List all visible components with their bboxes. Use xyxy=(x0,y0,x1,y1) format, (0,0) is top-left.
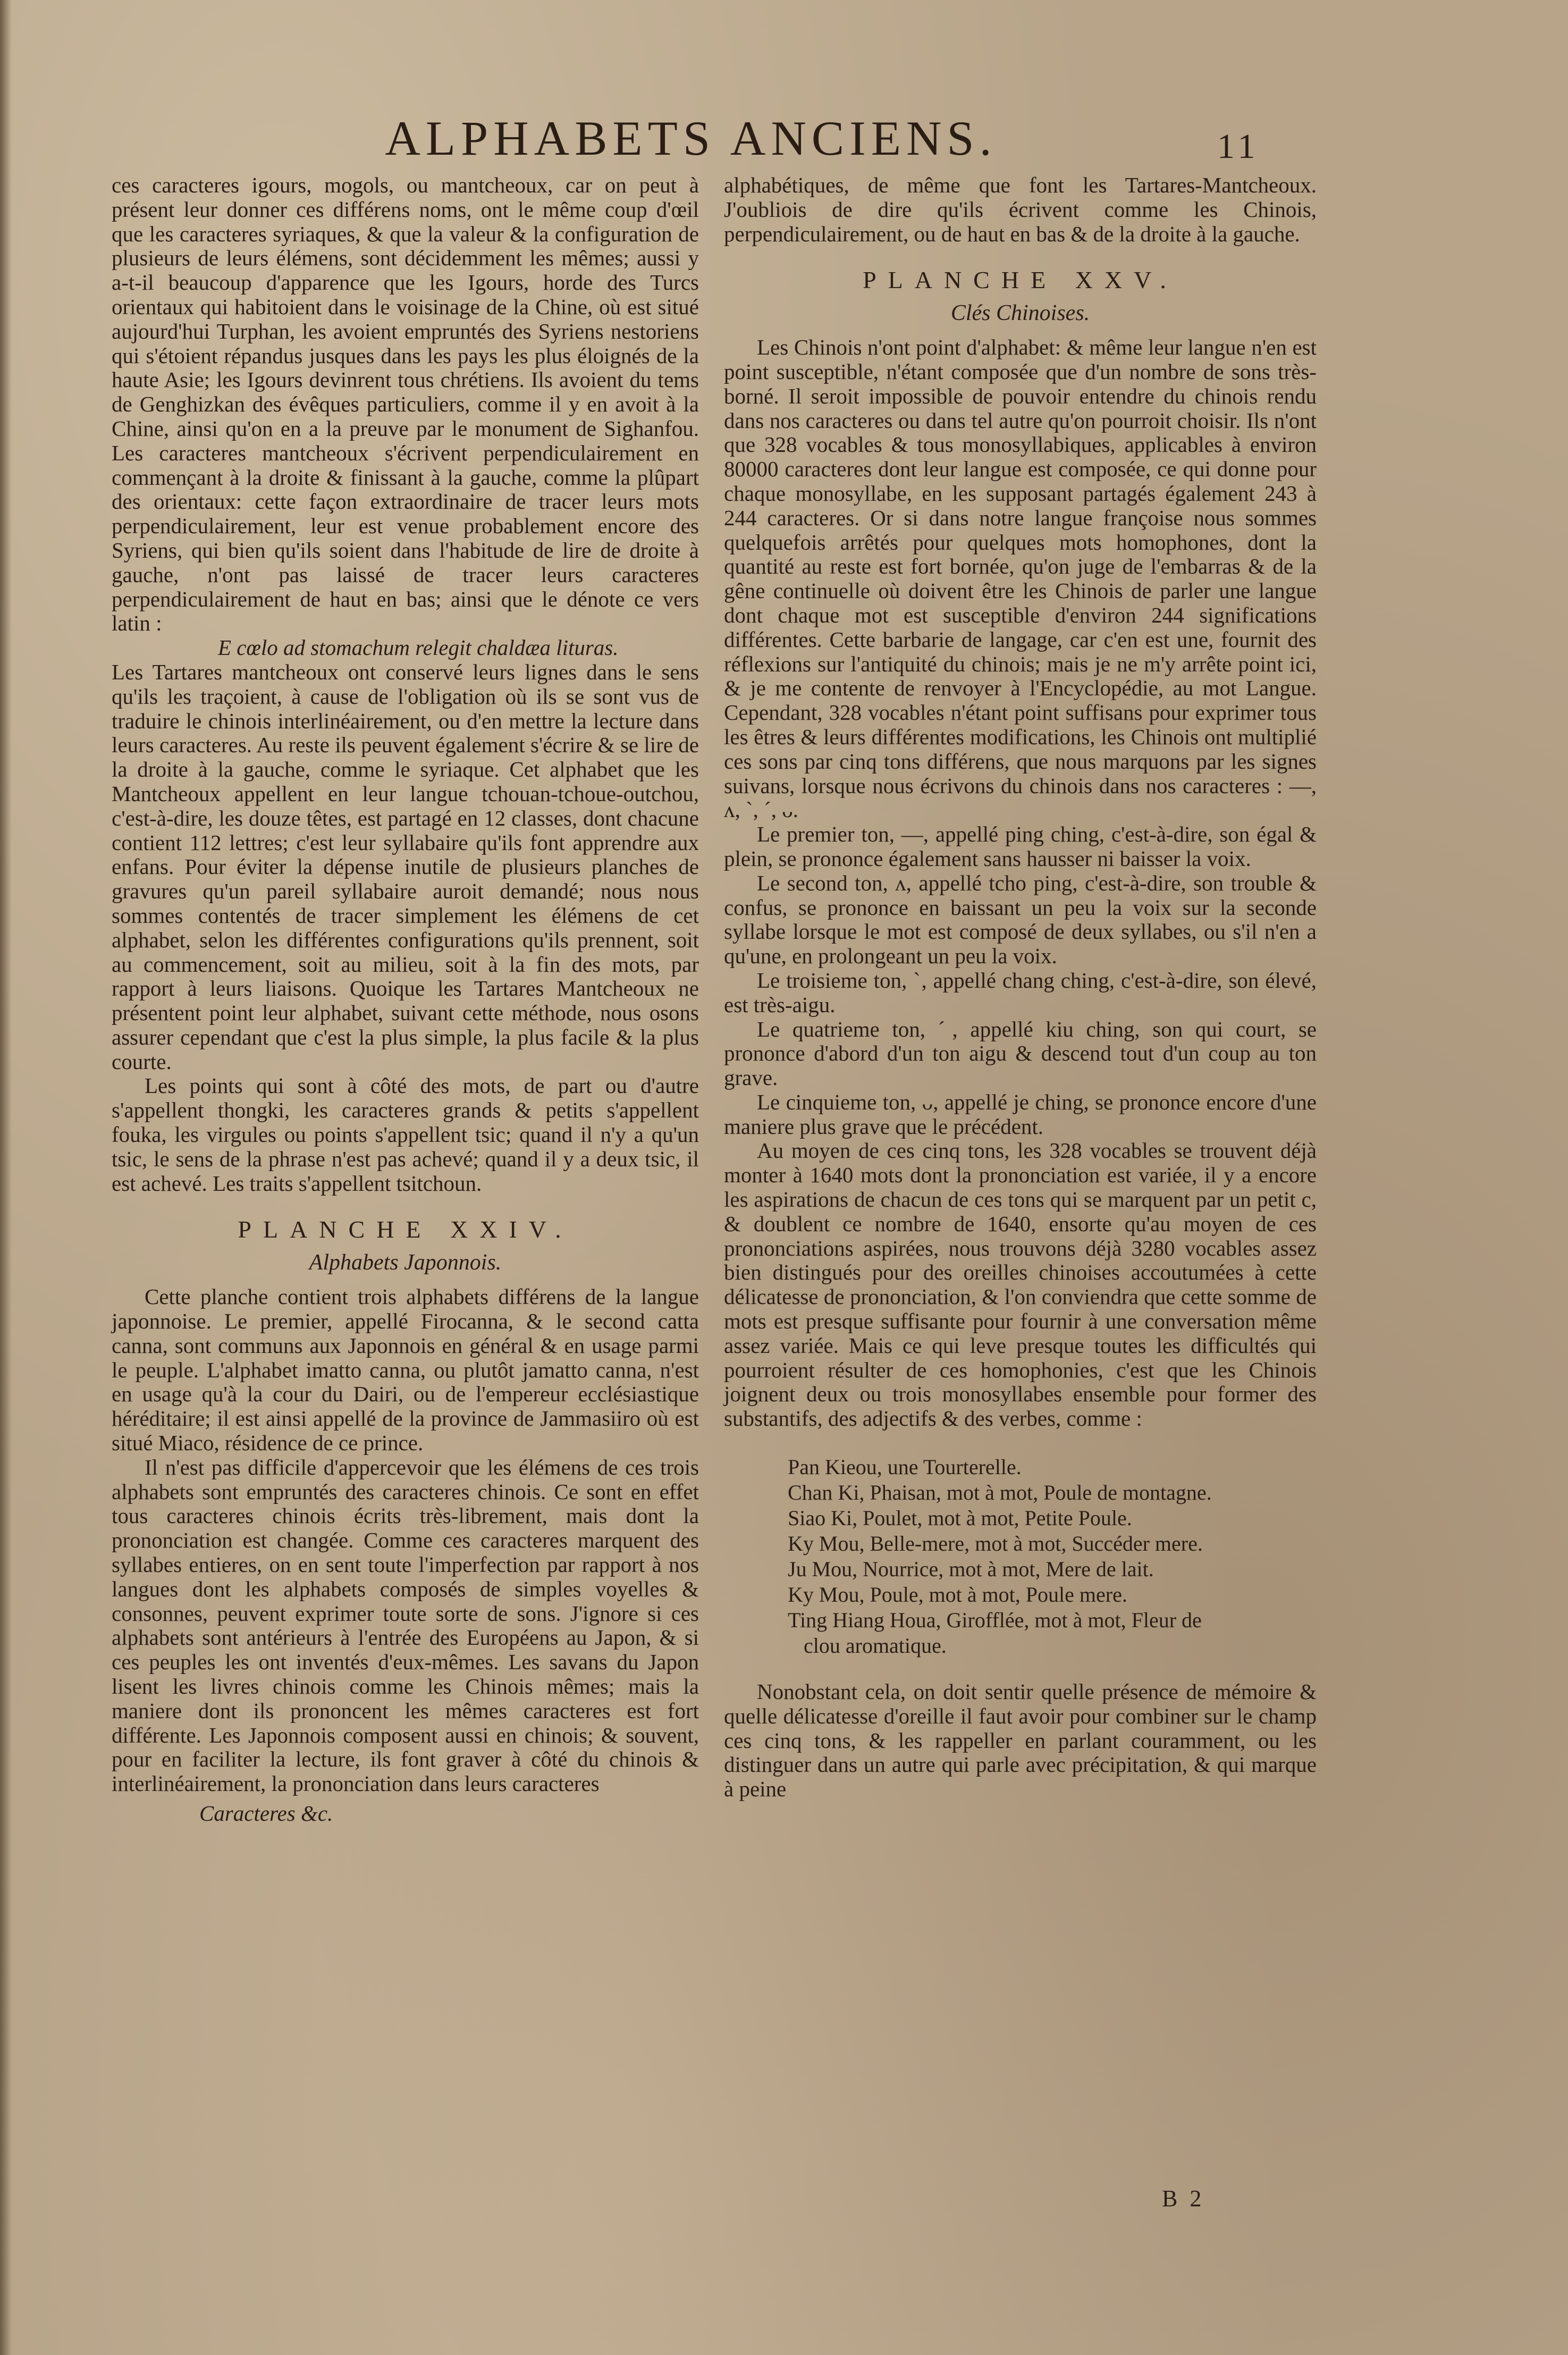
paragraph: Au moyen de ces cinq tons, les 328 vocables se trouvent déjà monter à 1640 mots dont la prononciation est variée, il y a encore les aspirations de chacun de ces tons qui se marquent par un petit c, & doublent ce nombre de 1640, ensorte qu'au moyen de ces prononciations aspirées, nous trouvons déjà 3280 vocables assez bien distingués pour des oreilles chinoises accoutumées à cette délicatesse de prononciation, & l'on conviendra que cette somme de mots est presque suffisante pour fournir à une conversation même assez variée. Mais ce qui leve presque toutes les difficultés qui pourroient résulter de ces homophonies, c'est que les Chinois joignent deux ou trois monosyllabes ensemble pour former des substantifs, des adjectifs & des verbes, comme : xyxy=(724,1138,1317,1431)
catchword: Caracteres &c. xyxy=(199,1801,333,1826)
running-title: ALPHABETS ANCIENS. xyxy=(385,111,997,165)
plate-title: PLANCHE XXIV. xyxy=(238,1216,573,1243)
paragraph: Il n'est pas difficile d'appercevoir que les élémens de ces trois alphabets sont empruntés des caracteres chinois. Ce sont en effet tous caracteres chinois écrits très-librement, mais dont la prononciation est changée. Comme ces caracteres marquent des syllabes entieres, on en sent toute l'imperfection par rapport à nos langues dont les alphabets composés de simples voyelles & consonnes, peuvent exprimer toute sorte de sons. J'ignore si ces alphabets sont antérieurs à l'entrée des Européens au Japon, & si ces peuples les ont inventés d'eux-mêmes. Les savans du Japon lisent les livres chinois comme les Chinois mêmes; mais la maniere dont ils prononcent les mêmes caracteres est fort différente. Les Japonnois composent aussi en chinois; & souvent, pour en faciliter la lecture, ils font graver à côté du chinois & interlinéairement, la prononciation dans leurs caracteres xyxy=(112,1454,699,1796)
paragraph: Le premier ton, —, appellé ping ching, c'est-à-dire, son égal & plein, se prononce également sans hausser ni baisser la voix. xyxy=(724,822,1317,871)
paragraph: Les Tartares mantcheoux ont conservé leurs lignes dans le sens qu'ils les traçoient, à cause de l'obligation où ils se sont vus de traduire le chinois interlinéairement, ou d'en mettre la lecture dans leurs caracteres. Au reste ils peuvent également s'écrire & se lire de la droite à la gauche, comme le syriaque. Cet alphabet que les Mantcheoux appellent en leur langue tchouan-tchoue-outchou, c'est-à-dire, les douze têtes, est partagé en 12 classes, dont chacune contient 112 lettres; c'est leur syllabaire qu'ils font apprendre aux enfans. Pour éviter la dépense inutile de plusieurs planches de gravures qu'un pareil syllabaire auroit demandé; nous nous sommes contentés de tracer simplement les élémens de cet alphabet, selon les différentes configurations qu'ils prennent, soit au commencement, soit au milieu, soit à la fin des mots, par rapport à leurs liaisons. Quoique les Tartares Mantcheoux ne présentent point leur alphabet, suivant cette méthode, nous osons assurer cependant que c'est la plus simple, la plus facile & la plus courte. xyxy=(112,659,699,1074)
paragraph: Le second ton, ʌ, appellé tcho ping, c'est-à-dire, son trouble & confus, se prononce en baissant un peu la voix sur la seconde syllabe lorsque le mot est composé de deux syllabes, ou s'il n'en a qu'une, en prolongeant un peu la voix. xyxy=(724,870,1317,969)
plate-subtitle: Alphabets Japonnois. xyxy=(309,1250,502,1275)
page-number: 11 xyxy=(1217,127,1260,166)
example-line: Ky Mou, Poule, mot à mot, Poule mere. xyxy=(788,1583,1127,1607)
plate-subtitle: Clés Chinoises. xyxy=(950,301,1090,326)
signature-mark: B 2 xyxy=(1162,2185,1205,2211)
example-line: clou aromatique. xyxy=(804,1634,947,1658)
paragraph: Cette planche contient trois alphabets différens de la langue japonnoise. Le premier, appellé Firocanna, & le second catta canna, sont communs aux Japonnois en général & en usage parmi le peuple. L'alphabet imatto canna, ou plutôt jamatto canna, n'est en usage qu'à la cour du Dairi, ou de l'empereur ecclésiastique héréditaire; il est ainsi appellé de la province de Jammasiiro où est situé Miaco, résidence de ce prince. xyxy=(112,1284,699,1456)
paragraph: Les Chinois n'ont point d'alphabet: & même leur langue n'en est point susceptible, n'étant composée que d'un nombre de sons très-borné. Il seroit impossible de pouvoir entendre du chinois rendu dans nos caracteres ou dans tel autre qu'on pourroit choisir. Ils n'ont que 328 vocables & tous monosyllabiques, applicables à environ 80000 caracteres dont leur langue est composée, ce qui donne pour chaque monosyllabe, en les supposant partagés également 243 à 244 caracteres. Or si dans notre langue françoise nous sommes quelquefois arrêtés pour quelques mots homophones, dont la quantité au reste est fort bornée, qu'on juge de l'embarras & de la gêne continuelle où doivent être les Chinois de parler une langue dont chaque mot est susceptible d'environ 244 significations différentes. Cette barbarie de langage, car c'en est une, fournit des réflexions sur l'antiquité du chinois; mais je ne m'y arrête point ici, & je me contente de renvoyer à l'Encyclopédie, au mot Langue. Cependant, 328 vocables n'étant point suffisans pour exprimer tous les êtres & leurs différentes modifications, les Chinois ont multiplié ces sons par cinq tons différens, que nous marquons par les signes suivans, lorsque nous écrivons du chinois dans nos caracteres : —, ʌ, ˋ, ˊ, ᴗ. xyxy=(724,335,1317,822)
example-line: Ky Mou, Belle-mere, mot à mot, Succéder mere. xyxy=(788,1532,1203,1556)
example-line: Ju Mou, Nourrice, mot à mot, Mere de lait. xyxy=(788,1557,1154,1582)
paragraph: Le quatrieme ton, ˊ, appellé kiu ching, son qui court, se prononce d'abord d'un ton aigu & descend tout d'un coup au ton grave. xyxy=(724,1016,1317,1090)
paragraph: Nonobstant cela, on doit sentir quelle présence de mémoire & quelle délicatesse d'oreille il faut avoir pour combiner sur le champ ces cinq tons, & les rappeller en parlant couramment, ou les distinguer dans un autre qui parle avec précipitation, & qui marque à peine xyxy=(724,1679,1317,1802)
latin-verse: E cœlo ad stomachum relegit chaldæa lituras. xyxy=(218,635,619,660)
example-line: Ting Hiang Houa, Girofflée, mot à mot, Fleur de xyxy=(788,1608,1202,1633)
paragraph: alphabétiques, de même que font les Tartares-Mantcheoux. J'oubliois de dire qu'ils écrivent comme les Chinois, perpendiculairement, ou de haut en bas & de la droite à la gauche. xyxy=(724,173,1317,246)
paragraph: Le cinquieme ton, ᴗ, appellé je ching, se prononce encore d'une maniere plus grave que le précédent. xyxy=(724,1089,1317,1139)
left-column xyxy=(112,173,699,1826)
paragraph: Les points qui sont à côté des mots, de part ou d'autre s'appellent thongki, les caracteres grands & petits s'appellent fouka, les virgules ou points s'appellent tsic; quand il n'y a qu'un tsic, le sens de la phrase n'est pas achevé; quand il y a deux tsic, il est achevé. Les traits s'appellent tsitchoun. xyxy=(112,1073,699,1196)
paragraph: ces caracteres igours, mogols, ou mantcheoux, car on peut à présent leur donner ces différens noms, ont le même coup d'œil que les caracteres syriaques, & que la valeur & la configuration de plusieurs de leurs élémens, sont décidemment les mêmes; aussi y a-t-il beaucoup d'apparence que les Igours, horde des Turcs orientaux qui habitoient dans le voisinage de la Chine, où est situé aujourd'hui Turphan, les avoient empruntés des Syriens nestoriens qui s'étoient répandus jusques dans les pays les plus éloignés de la haute Asie; les Igours devinrent tous chrétiens. Ils avoient du tems de Genghizkan des évêques particuliers, comme il y en avoit à la Chine, ainsi qu'on en a la preuve par le monument de Sighanfou. Les caracteres mantcheoux s'écrivent perpendiculairement en commençant à la droite & finissant à la gauche, comme la plûpart des orientaux: cette façon extraordinaire de tracer leurs mots perpendiculairement, leur est venue probablement encore des Syriens, qui bien qu'ils soient dans l'habitude de lire de droite à gauche, n'ont pas laissé de tracer leurs caracteres perpendiculairement de haut en bas; ainsi que le dénote ce vers latin : xyxy=(112,173,699,636)
page-edge-shadow xyxy=(0,0,12,2355)
right-column xyxy=(724,173,1317,1802)
paragraph: Le troisieme ton, ˋ, appellé chang ching, c'est-à-dire, son élevé, est très-aigu. xyxy=(724,968,1317,1017)
example-line: Siao Ki, Poulet, mot à mot, Petite Poule. xyxy=(788,1506,1132,1530)
examples-list xyxy=(724,1454,1317,1659)
example-line: Pan Kieou, une Tourterelle. xyxy=(788,1455,1022,1479)
example-line: Chan Ki, Phaisan, mot à mot, Poule de montagne. xyxy=(788,1481,1212,1505)
plate-title: PLANCHE XXV. xyxy=(863,266,1178,294)
